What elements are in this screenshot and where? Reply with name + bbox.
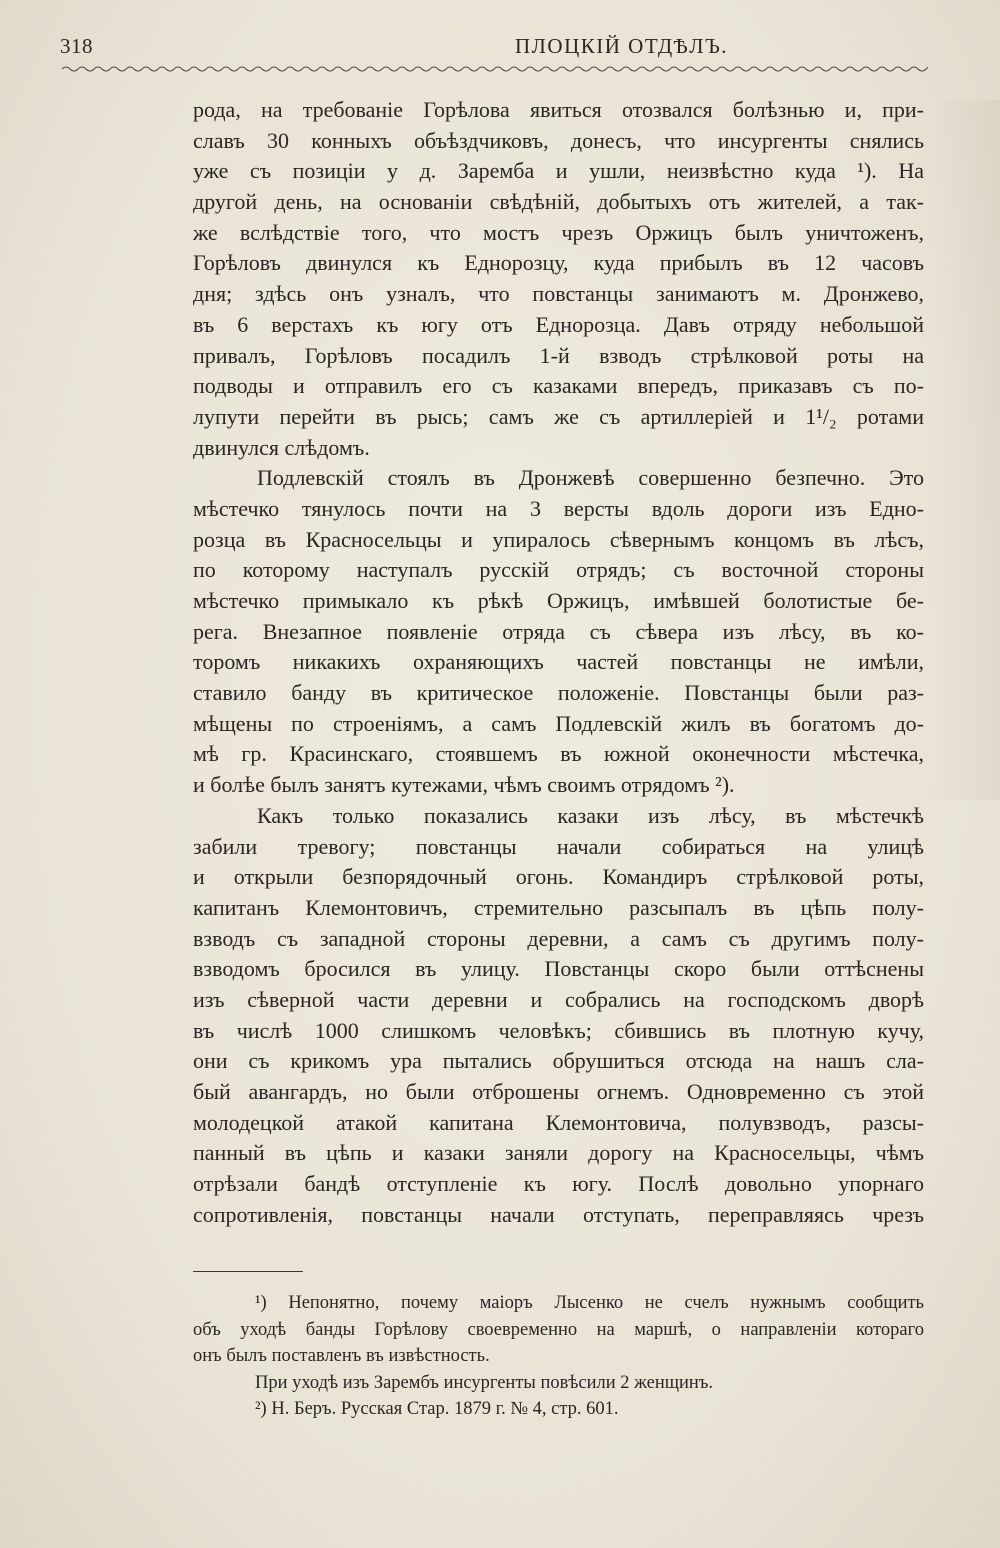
text-line: взводъ съ западной стороны деревни, а самъ съ другимъ полу- [193,925,924,951]
footnotes [193,1290,924,1423]
text-line: отрѣзали бандѣ отступленіе къ югу. Послѣ довольно упорнаго [193,1171,924,1197]
text-line: мѣстечко тянулось почти на 3 версты вдоль дороги изъ Едно- [193,495,924,521]
text-line: сопротивленія, повстанцы начали отступать, переправляясь чрезъ [193,1201,924,1227]
text-line: по которому наступалъ русскій отрядъ; съ восточной стороны [193,557,924,583]
footnote-line: ²) Н. Беръ. Русская Стар. 1879 г. № 4, стр. 601. [255,1399,619,1419]
text-line: рода, на требованіе Горѣлова явиться отозвался болѣзнью и, при- [193,97,924,122]
text-line: рега. Внезапное появленіе отряда съ сѣвера изъ лѣсу, въ ко- [193,618,924,644]
text-line: же вслѣдствіе того, что мостъ чрезъ Оржицъ былъ уничтоженъ, [193,219,924,245]
page-number: 318 [60,34,93,58]
footnote-line: ¹) Непонятно, почему маіоръ Лысенко не счелъ нужнымъ сообщить [255,1293,924,1313]
text-line: ставило банду въ критическое положеніе. Повстанцы были раз- [193,680,924,706]
text-line: и болѣе былъ занятъ кутежами, чѣмъ своимъ отрядомъ ²). [193,772,735,798]
text-line: бый авангардъ, но были отброшены огнемъ. Одновременно съ этой [193,1079,924,1104]
text-line: Какъ только показались казаки изъ лѣсу, въ мѣстечкѣ [257,802,924,828]
page-header [60,34,930,64]
text-line: молодецкой атакой капитана Клемонтовича, полувзводъ, разсы- [193,1109,924,1135]
text-line: лупути перейти въ рысь; самъ же съ артиллеріей и 1¹/₂ ротами [193,403,924,429]
text-line: взводомъ бросился въ улицу. Повстанцы скоро были оттѣснены [193,956,924,982]
text-line: панный въ цѣпь и казаки заняли дорогу на Красносельцы, чѣмъ [193,1140,924,1166]
text-line: и открыли безпорядочный огонь. Командиръ стрѣлковой роты, [193,864,924,890]
text-line: двинулся слѣдомъ. [193,434,370,460]
text-line: Горѣловъ двинулся къ Еднорозцу, куда прибылъ въ 12 часовъ [193,250,924,276]
text-line: привалъ, Горѣловъ посадилъ 1-й взводъ стрѣлковой роты на [193,342,924,368]
text-line: въ числѣ 1000 слишкомъ человѣкъ; сбившись въ плотную кучу, [193,1017,924,1043]
text-line: другой день, на основаніи свѣдѣній, добытыхъ отъ жителей, а так- [193,189,924,215]
text-line: дня; здѣсь онъ узналъ, что повстанцы занимаютъ м. Дронжево, [193,281,924,307]
footnote-line: онъ былъ поставленъ въ извѣстность. [193,1346,490,1366]
text-line: славъ 30 конныхъ объѣздчиковъ, донесъ, что инсургенты снялись [193,127,924,153]
text-line: розца въ Красносельцы и упиралось сѣвернымъ концомъ въ лѣсъ, [193,526,924,552]
main-text [193,95,924,1230]
text-line: уже съ позиціи у д. Заремба и ушли, неизвѣстно куда ¹). На [193,158,924,184]
text-line: подводы и отправилъ его съ казаками впередъ, приказавъ съ по- [193,373,924,399]
show-through-shadow [930,100,1000,800]
text-line: капитанъ Клемонтовичъ, стремительно разсыпалъ въ цѣпь полу- [193,894,924,920]
header-wavy-rule [62,64,928,74]
running-title: ПЛОЦКІЙ ОТДѢЛЪ. [515,34,729,58]
text-line: въ 6 верстахъ къ югу отъ Еднорозца. Давъ отряду небольшой [193,311,924,337]
text-line: мѣстечко примыкало къ рѣкѣ Оржицъ, имѣвшей болотистые бе- [193,588,924,613]
text-line: торомъ никакихъ охраняющихъ частей повстанцы не имѣли, [193,649,924,675]
text-line: Подлевскій стоялъ въ Дронжевѣ совершенно безпечно. Это [257,465,924,491]
footnote-line: При уходѣ изъ Зарембъ инсургенты повѣсили 2 женщинъ. [255,1372,714,1393]
footnote-line: объ уходѣ банды Горѣлову своевременно на маршѣ, о направленіи котораго [193,1319,924,1340]
text-line: мѣ гр. Красинскаго, стоявшемъ въ южной оконечности мѣстечка, [193,741,924,767]
footnote-separator [193,1271,303,1272]
text-line: изъ сѣверной части деревни и собрались на господскомъ дворѣ [193,986,924,1012]
text-line: мѣщены по строеніямъ, а самъ Подлевскій жилъ въ богатомъ до- [193,710,924,736]
text-line: забили тревогу; повстанцы начали собираться на улицѣ [193,833,924,859]
text-line: они съ крикомъ ура пытались обрушиться отсюда на нашъ сла- [193,1048,924,1074]
